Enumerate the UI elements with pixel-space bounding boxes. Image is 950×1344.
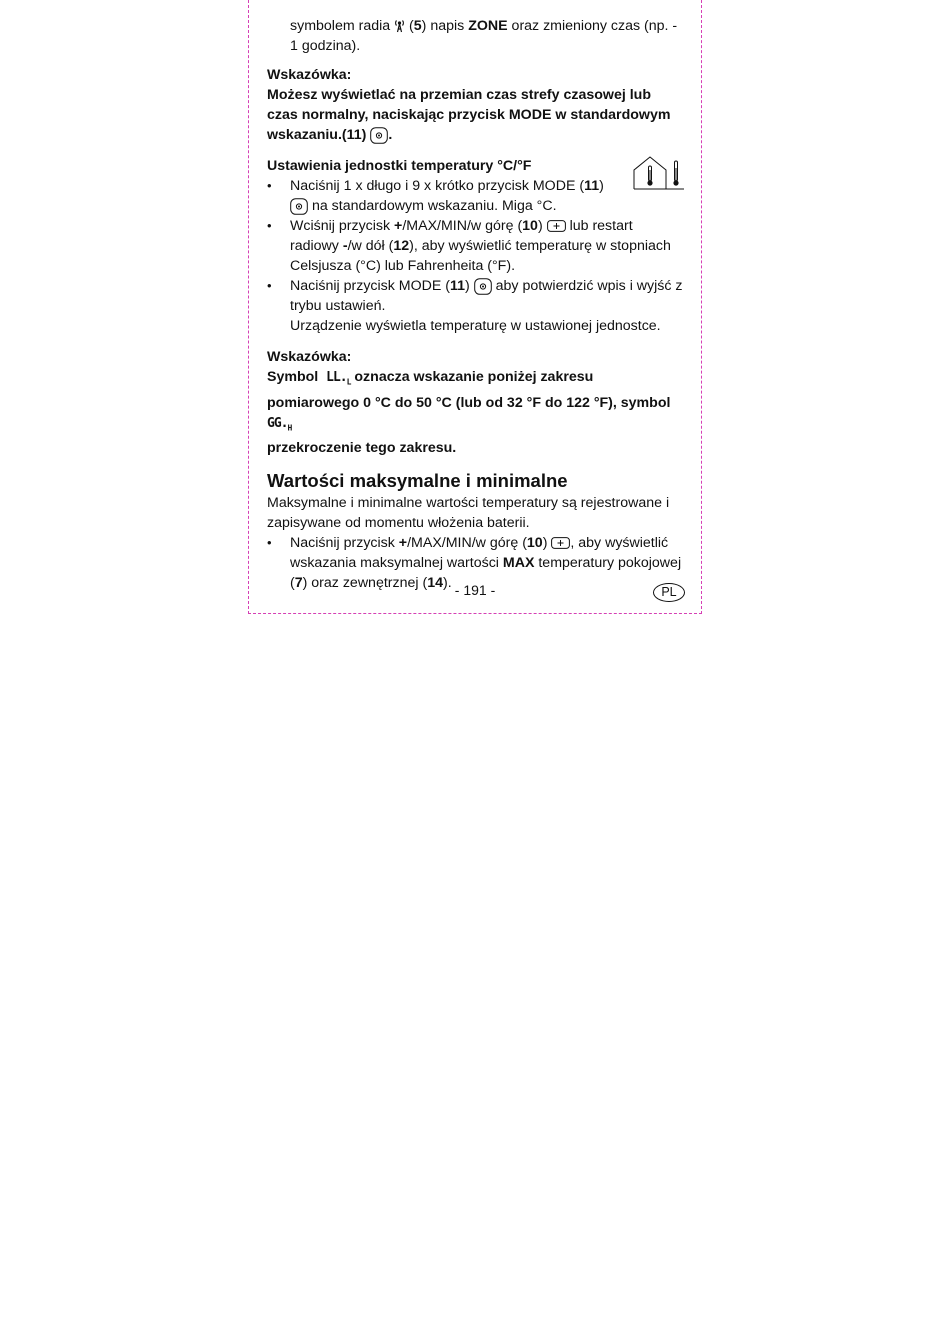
ref-number: 11 xyxy=(346,127,362,143)
text-span: ) xyxy=(542,535,552,552)
list-item xyxy=(267,176,685,216)
mode-button-icon xyxy=(290,198,308,215)
text-span: ) xyxy=(537,218,547,234)
text-span: ) oraz zewnętrznej ( xyxy=(302,575,428,592)
page-number: - 191 - xyxy=(454,582,496,598)
zone-label: ZONE xyxy=(468,18,508,34)
text-span: oznacza wskazanie poniżej zakresu pomiarowego 0 °C do 50 °C (lub od 32 °F do 122 °F), symbol xyxy=(267,369,671,411)
ref-number: 10 xyxy=(522,218,538,234)
text-span: lub restart radiowy xyxy=(290,218,633,254)
text-span: aby potwierdzić wpis i wyjść z trybu ustawień. xyxy=(290,278,683,314)
text-span: ). xyxy=(442,575,452,592)
text-span: ), aby wyświetlić temperaturę w stopniach Celsjusza (°C) lub Fahrenheita (°F). xyxy=(290,238,671,274)
plus-sign: + xyxy=(398,535,408,552)
text-span: oraz zmieniony czas (np. - xyxy=(507,18,678,34)
text-span: /MAX/MIN/w górę ( xyxy=(402,218,523,234)
minus-sign: - xyxy=(342,238,348,254)
continued-text: symbolem radia (5) napis ZONE oraz zmieniony czas (np. - 1 godzina). xyxy=(290,18,678,54)
text-span: temperatury pokojowej ( xyxy=(290,555,682,592)
ref-number: 11 xyxy=(450,278,466,294)
radio-tower-icon xyxy=(394,19,405,33)
plus-button-icon xyxy=(547,220,566,232)
ref-number: 12 xyxy=(393,238,410,254)
ref-number: 10 xyxy=(526,535,543,552)
text-span: Naciśnij przycisk xyxy=(290,535,399,552)
house-thermometer-icon xyxy=(633,156,685,197)
manual-page xyxy=(248,0,702,614)
tip-title: Wskazówka: xyxy=(267,349,352,365)
text-span: ) xyxy=(465,278,474,294)
list-item xyxy=(267,276,685,336)
max-label: MAX xyxy=(502,555,535,572)
tip-title: Wskazówka: xyxy=(267,67,352,83)
text-span: /w dół ( xyxy=(347,238,394,254)
tip-text: Możesz wyświetlać na przemian czas strefy czasowej lub czas normalny, naciskając przycisk MODE w standardowym wskazaniu.(11) . xyxy=(267,87,671,143)
text-span: /MAX/MIN/w górę ( xyxy=(407,535,527,552)
mode-button-icon xyxy=(370,127,388,144)
tip-text xyxy=(267,367,685,458)
section-title: Ustawienia jednostki temperatury °C/°F xyxy=(267,158,532,174)
high-symbol: $GG._H$ xyxy=(267,415,292,433)
text-span: ) xyxy=(599,178,604,194)
text-span: Naciśnij 1 x długo i 9 x krótko przycisk MODE ( xyxy=(290,178,585,194)
ref-number: 14 xyxy=(427,575,443,592)
ref-number: 7 xyxy=(294,575,303,592)
text-span: , aby wyświetlić wskazania maksymalnej wartości xyxy=(290,535,669,572)
text-span: na standardowym wskazaniu. Miga °C. xyxy=(308,198,557,214)
list-item xyxy=(267,216,685,276)
text-span: ) xyxy=(361,127,371,143)
low-symbol: $LL._L$ xyxy=(326,370,351,387)
text-span: przekroczenie tego zakresu. xyxy=(267,440,457,457)
paragraph: Maksymalne i minimalne wartości temperatury są rejestrowane i zapisywane od momentu włożenia baterii. xyxy=(267,495,670,532)
mode-button-icon xyxy=(474,278,492,295)
ref-number: 5 xyxy=(413,18,422,34)
text-span: ) napis xyxy=(421,18,469,34)
text-span: symbolem radia xyxy=(290,18,395,34)
page-content xyxy=(267,16,685,593)
text-span: Wciśnij przycisk xyxy=(290,218,395,234)
language-badge: PL xyxy=(653,583,685,602)
ref-number: 11 xyxy=(584,178,600,194)
plus-button-icon xyxy=(551,537,570,549)
text-span: Urządzenie wyświetla temperaturę w ustawionej jednostce. xyxy=(290,318,661,334)
text-span: Symbol xyxy=(267,369,323,385)
text-span: Możesz wyświetlać na przemian czas strefy czasowej lub czas normalny, naciskając przycisk MODE w standardowym wskazaniu.( xyxy=(267,87,671,143)
section-heading: Wartości maksymalne i minimalne xyxy=(267,470,568,492)
plus-sign: + xyxy=(394,218,403,234)
text-span: Naciśnij przycisk MODE ( xyxy=(290,278,451,294)
text-span: 1 godzina). xyxy=(290,38,361,54)
